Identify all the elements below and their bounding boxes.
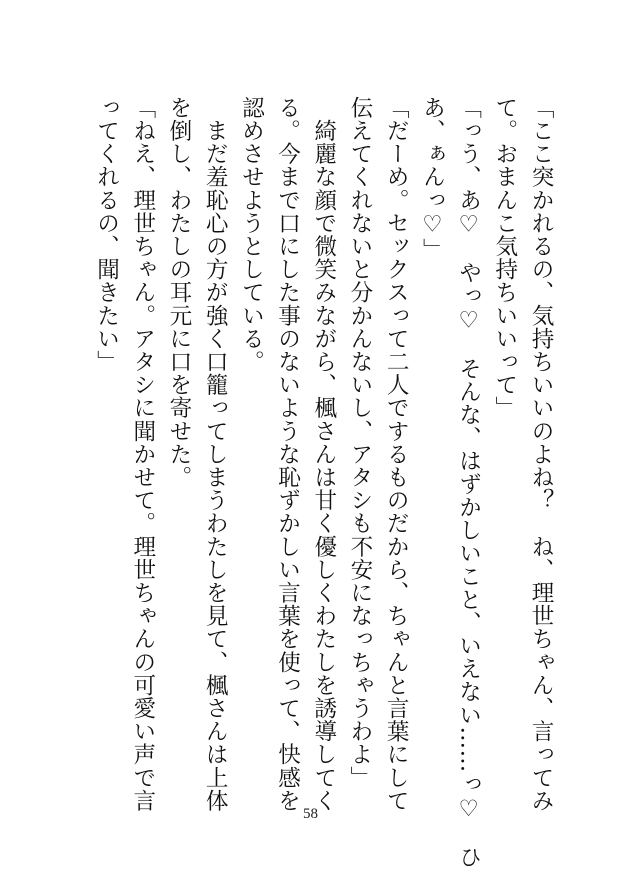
text-line: 「だーめ。セックスって二人でするものだから、ちゃんと言葉にして <box>383 96 410 813</box>
page-number: 58 <box>303 806 318 822</box>
text-line: 「っう、あ♡ やっ♡ そんな、はずかしいこと、いえない……っ♡ ひ <box>455 96 482 869</box>
text-line: 綺麗な顔で微笑みながら、楓さんは甘く優しくわたしを誘導してく <box>310 96 337 813</box>
text-line: 「ねえ、理世ちゃん。アタシに聞かせて。理世ちゃんの可愛い声で言 <box>129 96 156 813</box>
text-line: る。今まで口にした事のないような恥ずかしい言葉を使って、快感を <box>274 96 301 813</box>
text-line: 認めさせようとしている。 <box>238 96 265 374</box>
text-line: を倒し、わたしの耳元に口を寄せた。 <box>165 96 192 489</box>
text-line: 伝えてくれないと分かんないし、アタシも不安になっちゃうわよ」 <box>346 96 373 789</box>
text-line: 「ここ突かれるの、気持ちいいのよね？ ね、理世ちゃん、言ってみ <box>528 96 554 813</box>
text-line: あ、ぁんっ♡」 <box>419 96 446 262</box>
text-line: まだ羞恥心の方が強く口籠ってしまうわたしを見て、楓さんは上体 <box>202 96 229 813</box>
text-line: て。おまんこ気持ちいいって」 <box>491 96 518 420</box>
text-line: ってくれるの、聞きたい」 <box>93 96 120 374</box>
